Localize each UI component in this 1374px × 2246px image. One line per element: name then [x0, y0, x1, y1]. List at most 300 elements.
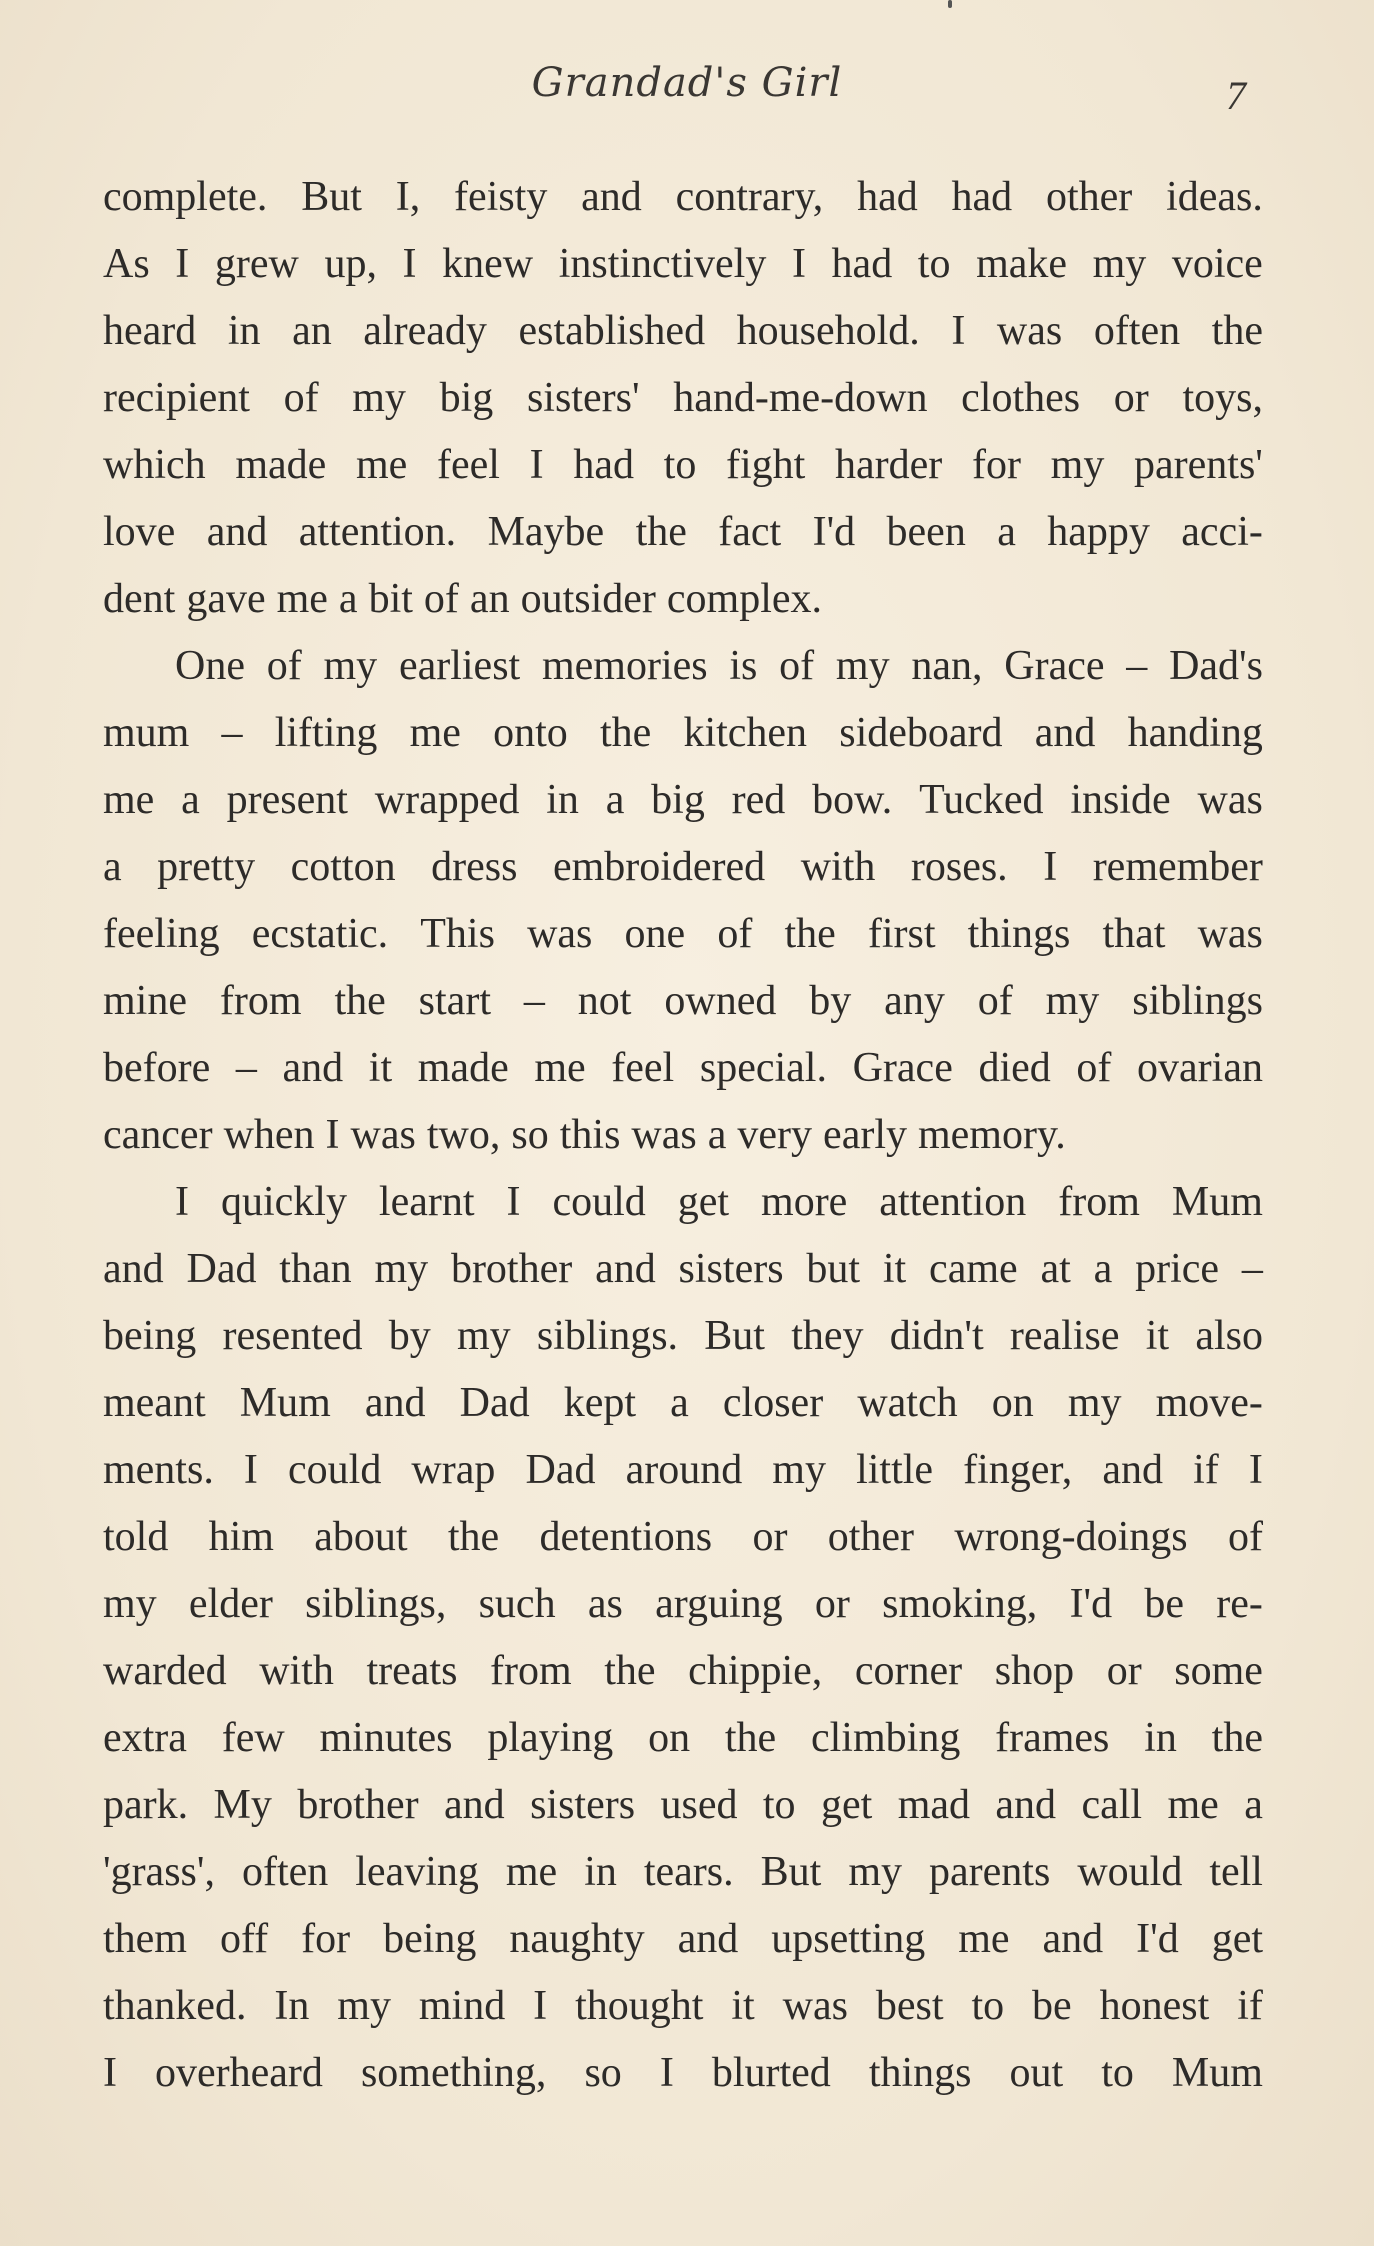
word: early: [823, 1112, 907, 1158]
word: wrap: [411, 1447, 496, 1493]
word: few: [221, 1715, 285, 1761]
word: for: [301, 1916, 351, 1962]
word: feeling: [103, 911, 220, 957]
word: of: [266, 643, 302, 689]
word: warded: [103, 1648, 227, 1694]
word: big: [439, 375, 494, 421]
word: and: [595, 1246, 656, 1292]
word: wrapped: [374, 777, 520, 823]
word: to: [663, 442, 697, 488]
word: an: [292, 308, 332, 354]
word: recipient: [103, 375, 250, 421]
word: of: [1227, 1514, 1263, 1560]
word: on: [648, 1715, 691, 1761]
word: a: [181, 777, 200, 823]
word: or: [1113, 375, 1149, 421]
word: smoking,: [882, 1581, 1038, 1627]
word: realise: [1009, 1313, 1120, 1359]
word: meant: [103, 1380, 206, 1426]
word: more: [761, 1179, 848, 1225]
word: mum: [103, 710, 190, 756]
word: when: [223, 1112, 315, 1158]
word: was: [631, 1112, 697, 1158]
word: I: [402, 241, 417, 287]
word: inside: [1070, 777, 1171, 823]
word: or: [814, 1581, 850, 1627]
word: dress: [431, 844, 518, 890]
word: in: [227, 308, 261, 354]
word: fact: [718, 509, 782, 555]
word: knew: [442, 241, 534, 287]
word: arguing: [655, 1581, 783, 1627]
word: very: [737, 1112, 813, 1158]
word: closer: [722, 1380, 824, 1426]
text-line: [103, 164, 1263, 231]
word: chippie,: [688, 1648, 823, 1694]
word: on: [991, 1380, 1034, 1426]
word: Mum: [1171, 2050, 1263, 2096]
word: I: [175, 241, 190, 287]
word: voice: [1171, 241, 1263, 287]
word: Tucked: [919, 777, 1044, 823]
word: handing: [1127, 710, 1263, 756]
word: so: [584, 2050, 622, 2096]
word: I'd: [1069, 1581, 1113, 1627]
word: brother: [297, 1782, 419, 1828]
word: of: [1076, 1045, 1112, 1091]
word: came: [929, 1246, 1018, 1292]
word: sisters: [678, 1246, 784, 1292]
word: tears.: [643, 1849, 734, 1895]
text-line: [103, 1236, 1263, 1303]
word: memory.: [918, 1112, 1066, 1158]
word: quickly: [220, 1179, 347, 1225]
word: I: [533, 1983, 548, 2029]
ink-speck: [948, 0, 952, 8]
word: me: [276, 576, 328, 622]
word: from: [490, 1648, 572, 1694]
word: a: [1093, 1246, 1113, 1292]
word: me: [103, 777, 155, 823]
word: watch: [857, 1380, 958, 1426]
text-line: [103, 834, 1263, 901]
word: dent: [103, 576, 176, 622]
word: already: [363, 308, 487, 354]
word: learnt: [378, 1179, 475, 1225]
word: me: [1167, 1782, 1219, 1828]
word: with: [800, 844, 876, 890]
word: outsider: [520, 576, 656, 622]
word: a: [670, 1380, 689, 1426]
word: This: [420, 911, 495, 957]
word: heard: [103, 308, 197, 354]
word: attention: [879, 1179, 1027, 1225]
word: best: [875, 1983, 944, 2029]
text-line: [103, 566, 1263, 633]
text-line: [103, 231, 1263, 298]
word: ideas.: [1166, 174, 1263, 220]
word: attention.: [298, 509, 457, 555]
word: But: [301, 174, 362, 220]
word: so: [511, 1112, 549, 1158]
text-line: [103, 633, 1263, 700]
word: a: [605, 777, 625, 823]
word: price: [1135, 1246, 1220, 1292]
word: Dad's: [1169, 643, 1263, 689]
word: mine: [103, 978, 187, 1024]
word: thought: [575, 1983, 704, 2029]
word: some: [1174, 1648, 1263, 1694]
word: corner: [854, 1648, 963, 1694]
word: honest: [1099, 1983, 1210, 2029]
word: elder: [188, 1581, 273, 1627]
word: in: [584, 1849, 617, 1895]
word: feel: [436, 442, 500, 488]
word: didn't: [889, 1313, 984, 1359]
word: my: [1067, 1380, 1122, 1426]
word: from: [1058, 1179, 1140, 1225]
word: off: [219, 1916, 269, 1962]
word: earliest: [398, 643, 521, 689]
word: they: [791, 1313, 864, 1359]
word: was: [350, 1112, 416, 1158]
word: out: [1009, 2050, 1064, 2096]
text-line: [103, 1035, 1263, 1102]
word: Dad: [186, 1246, 257, 1292]
word: embroidered: [552, 844, 766, 890]
word: sisters': [526, 375, 640, 421]
word: start: [418, 978, 491, 1024]
word: if: [1193, 1447, 1219, 1493]
word: the: [1211, 1715, 1263, 1761]
word: Maybe: [487, 509, 605, 555]
word: be: [1032, 1983, 1072, 2029]
word: for: [971, 442, 1021, 488]
word: and: [103, 1246, 164, 1292]
word: in: [1144, 1715, 1177, 1761]
word: feel: [611, 1045, 675, 1091]
word: sideboard: [839, 710, 1003, 756]
word: upsetting: [771, 1916, 926, 1962]
word: bow.: [812, 777, 893, 823]
word: one: [624, 911, 686, 957]
word: being: [103, 1313, 197, 1359]
text-line: [103, 968, 1263, 1035]
word: feisty: [454, 174, 548, 220]
word: was: [1197, 777, 1263, 823]
word: present: [226, 777, 348, 823]
word: and: [364, 1380, 426, 1426]
word: acci-: [1181, 509, 1263, 555]
word: the: [599, 710, 652, 756]
word: as: [587, 1581, 623, 1627]
word: of: [779, 643, 815, 689]
word: such: [478, 1581, 556, 1627]
word: a: [707, 1112, 727, 1158]
word: toys,: [1182, 375, 1263, 421]
page-number: 7: [1226, 73, 1246, 118]
word: But: [704, 1313, 765, 1359]
word: established: [518, 308, 706, 354]
text-line: [103, 901, 1263, 968]
word: in: [546, 777, 579, 823]
word: One: [175, 643, 245, 689]
word: –: [235, 1045, 257, 1091]
word: a: [1244, 1782, 1263, 1828]
word: thanked.: [103, 1983, 247, 2029]
word: things: [967, 911, 1071, 957]
word: clothes: [961, 375, 1081, 421]
word: the: [1211, 308, 1263, 354]
word: Grace: [852, 1045, 953, 1091]
word: and: [995, 1782, 1057, 1828]
word: me: [958, 1916, 1010, 1962]
word: wrong-doings: [954, 1514, 1188, 1560]
word: I: [529, 442, 544, 488]
word: playing: [487, 1715, 614, 1761]
word: by: [388, 1313, 431, 1359]
word: I: [659, 2050, 674, 2096]
word: was: [527, 911, 593, 957]
word: In: [274, 1983, 310, 2029]
word: a: [338, 576, 358, 622]
word: remember: [1092, 844, 1263, 890]
word: a: [997, 509, 1016, 555]
word: something,: [360, 2050, 547, 2096]
word: naughty: [509, 1916, 645, 1962]
word: kitchen: [683, 710, 808, 756]
word: my: [772, 1447, 826, 1493]
word: not: [577, 978, 632, 1024]
word: and: [1042, 1916, 1104, 1962]
body-text: [103, 164, 1263, 2107]
word: memories: [541, 643, 708, 689]
word: him: [208, 1514, 274, 1560]
word: Mum: [1171, 1179, 1263, 1225]
text-line: [103, 1504, 1263, 1571]
text-line: [103, 298, 1263, 365]
word: me: [505, 1849, 558, 1895]
word: treats: [366, 1648, 458, 1694]
word: be: [1144, 1581, 1185, 1627]
word: –: [221, 710, 243, 756]
word: I: [243, 1447, 258, 1493]
text-line: [103, 432, 1263, 499]
word: to: [971, 1983, 1005, 2029]
word: of: [717, 911, 753, 957]
word: an: [469, 576, 510, 622]
word: my: [374, 1246, 429, 1292]
word: park.: [103, 1782, 189, 1828]
word: frames: [995, 1715, 1110, 1761]
word: but: [806, 1246, 861, 1292]
word: my: [1092, 241, 1147, 287]
word: –: [1126, 643, 1148, 689]
word: hand-me-down: [673, 375, 928, 421]
word: at: [1040, 1246, 1071, 1292]
word: I: [791, 241, 806, 287]
word: to: [1101, 2050, 1134, 2096]
word: than: [279, 1246, 352, 1292]
word: get: [1211, 1916, 1263, 1962]
word: harder: [835, 442, 943, 488]
word: often: [241, 1849, 329, 1895]
text-line: [103, 1839, 1263, 1906]
word: I: [951, 308, 966, 354]
word: I: [175, 1179, 189, 1225]
word: my: [835, 643, 890, 689]
word: any: [884, 978, 945, 1024]
word: would: [1077, 1849, 1183, 1895]
word: extra: [103, 1715, 187, 1761]
word: tell: [1209, 1849, 1263, 1895]
word: love: [103, 509, 176, 555]
word: minutes: [319, 1715, 453, 1761]
word: was: [996, 308, 1063, 354]
word: red: [731, 777, 786, 823]
word: to: [917, 241, 951, 287]
word: instinctively: [558, 241, 767, 287]
word: had: [951, 174, 1013, 220]
word: siblings,: [305, 1581, 447, 1627]
word: and: [1034, 710, 1096, 756]
word: from: [219, 978, 302, 1024]
word: them: [103, 1916, 187, 1962]
word: make: [976, 241, 1068, 287]
word: fight: [726, 442, 806, 488]
word: died: [978, 1045, 1051, 1091]
word: But: [760, 1849, 822, 1895]
word: siblings.: [536, 1313, 679, 1359]
word: that: [1102, 911, 1166, 957]
word: complete.: [103, 174, 268, 220]
word: the: [724, 1715, 777, 1761]
word: it: [731, 1983, 755, 2029]
word: Dad: [459, 1380, 530, 1426]
word: special.: [699, 1045, 827, 1091]
word: get: [677, 1179, 730, 1225]
word: 'grass',: [103, 1849, 215, 1895]
word: shop: [994, 1648, 1075, 1694]
word: had: [831, 241, 893, 287]
word: call: [1081, 1782, 1143, 1828]
word: other: [827, 1514, 915, 1560]
word: the: [784, 911, 836, 957]
word: I,: [395, 174, 421, 220]
word: As: [103, 241, 150, 287]
word: told: [103, 1514, 169, 1560]
word: mad: [897, 1782, 970, 1828]
word: if: [1237, 1983, 1263, 2029]
word: leaving: [355, 1849, 479, 1895]
word: brother: [450, 1246, 573, 1292]
word: ovarian: [1137, 1045, 1263, 1091]
running-title: Grandad's Girl: [531, 60, 843, 106]
word: which: [103, 442, 206, 488]
word: finger,: [963, 1447, 1073, 1493]
text-line: [103, 1437, 1263, 1504]
word: used: [660, 1782, 738, 1828]
word: this: [559, 1112, 621, 1158]
text-line: [103, 1303, 1263, 1370]
word: big: [651, 777, 705, 823]
word: I: [1248, 1447, 1263, 1493]
word: or: [1106, 1648, 1142, 1694]
word: had: [573, 442, 634, 488]
word: the: [604, 1648, 656, 1694]
word: of: [283, 375, 319, 421]
word: my: [1050, 442, 1105, 488]
word: pretty: [157, 844, 256, 890]
text-line: [103, 2040, 1263, 2107]
word: I: [325, 1112, 340, 1158]
word: parents': [1134, 442, 1263, 488]
word: blurted: [711, 2050, 831, 2096]
word: and: [444, 1782, 505, 1828]
word: being: [383, 1916, 477, 1962]
word: and: [1102, 1447, 1164, 1493]
word: ments.: [103, 1447, 214, 1493]
word: it: [882, 1246, 907, 1292]
word: get: [820, 1782, 873, 1828]
word: Dad: [525, 1447, 596, 1493]
word: also: [1195, 1313, 1263, 1359]
word: up,: [324, 241, 377, 287]
word: my: [103, 1581, 157, 1627]
word: re-: [1216, 1581, 1263, 1627]
word: my: [456, 1313, 511, 1359]
text-line: [103, 1169, 1263, 1236]
word: by: [809, 978, 852, 1024]
word: could: [288, 1447, 382, 1493]
word: and: [206, 509, 268, 555]
word: owned: [664, 978, 777, 1024]
text-line: [103, 1705, 1263, 1772]
word: mind: [418, 1983, 506, 2029]
word: gave: [186, 576, 266, 622]
word: often: [1093, 308, 1181, 354]
word: siblings: [1132, 978, 1263, 1024]
word: I'd: [1136, 1916, 1179, 1962]
word: Grace: [1004, 643, 1105, 689]
word: overheard: [155, 2050, 323, 2096]
word: and: [282, 1045, 344, 1091]
word: I: [1043, 844, 1058, 890]
word: cancer: [103, 1112, 213, 1158]
word: to: [762, 1782, 796, 1828]
word: complex.: [666, 576, 823, 622]
word: ecstatic.: [251, 911, 389, 957]
word: bit: [368, 576, 413, 622]
word: onto: [493, 710, 568, 756]
word: had: [857, 174, 918, 220]
word: parents: [929, 1849, 1051, 1895]
word: me: [534, 1045, 586, 1091]
word: the: [447, 1514, 500, 1560]
word: two,: [426, 1112, 501, 1158]
word: me: [409, 710, 461, 756]
word: or: [752, 1514, 788, 1560]
text-line: [103, 1906, 1263, 1973]
text-line: [103, 1102, 1263, 1169]
word: about: [314, 1514, 408, 1560]
word: –: [1241, 1246, 1263, 1292]
word: lifting: [274, 710, 378, 756]
word: climbing: [811, 1715, 961, 1761]
word: my: [337, 1983, 391, 2029]
word: it: [1145, 1313, 1170, 1359]
word: a: [103, 844, 122, 890]
